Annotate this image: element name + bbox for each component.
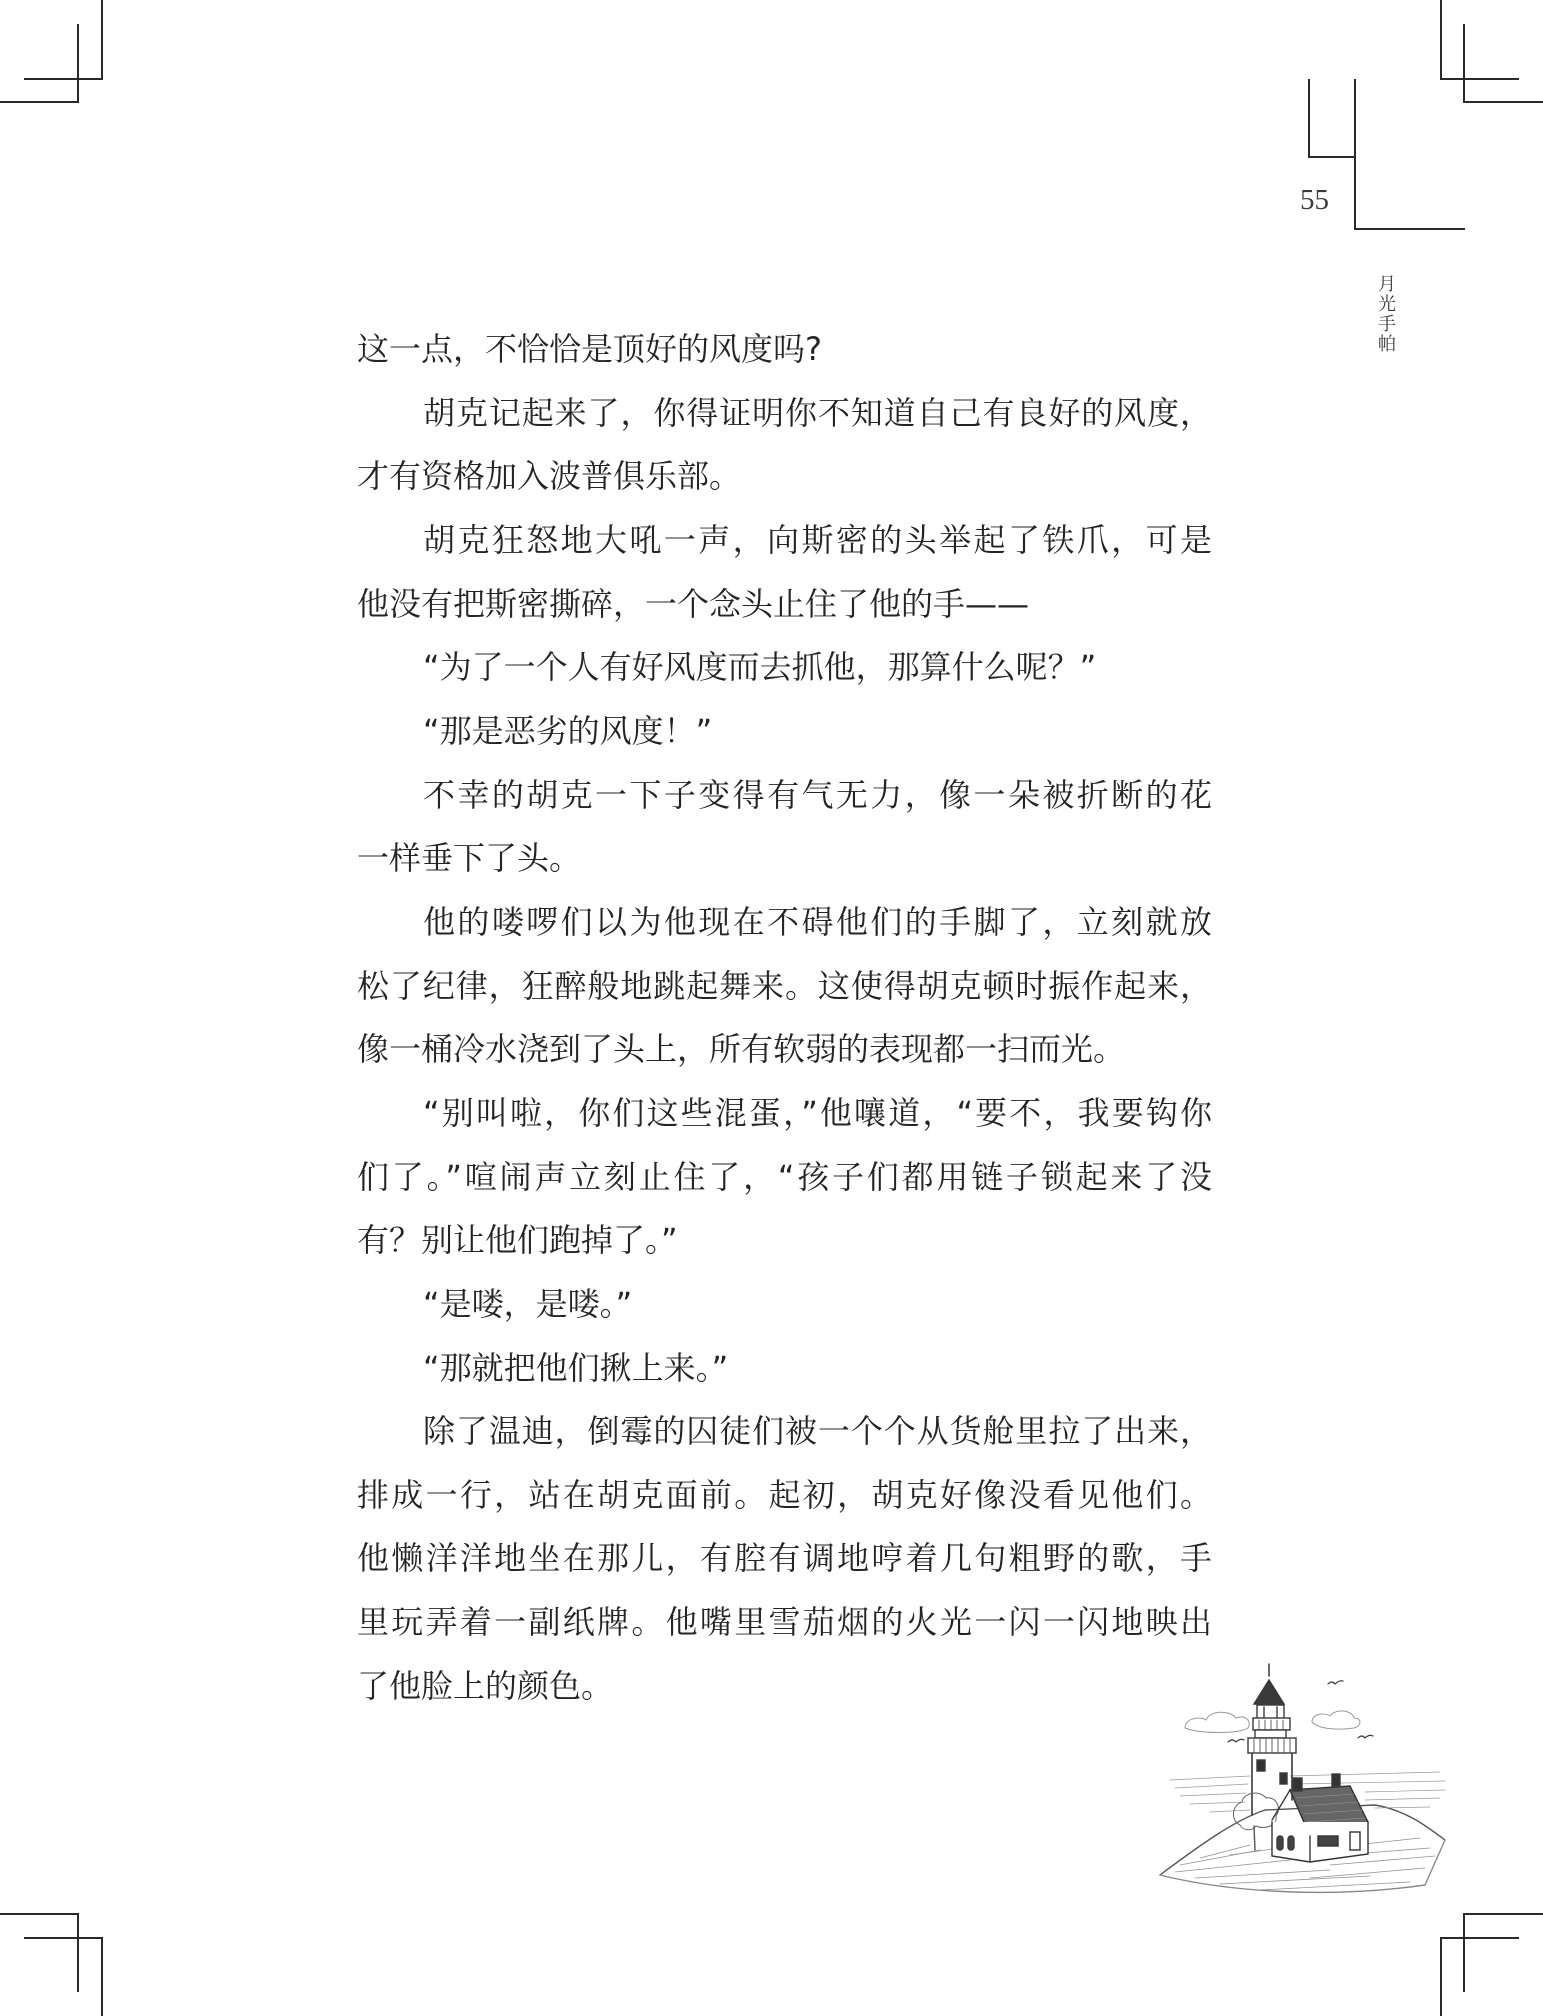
- folio-rule-right-v: [1354, 79, 1356, 230]
- text-line: “为了一个人有好风度而去抓他，那算什么呢？”: [423, 648, 1097, 687]
- folio-rule-left-h: [1308, 156, 1355, 158]
- text-line: 他的喽啰们以为他现在不碍他们的手脚了，立刻就放: [423, 902, 1212, 941]
- lighthouse-icon: [1160, 1664, 1445, 1892]
- text-line: 不幸的胡克一下子变得有气无力，像一朵被折断的花: [423, 775, 1212, 814]
- text-line: 一样垂下了头。: [357, 839, 582, 878]
- crop-mark-top-right-inner-h: [1463, 101, 1543, 103]
- crop-mark-top-right-inner-v: [1463, 24, 1465, 103]
- crop-mark-top-right-outer-h: [1440, 78, 1519, 80]
- lighthouse-illustration: [1140, 1650, 1460, 1915]
- text-line: “是喽，是喽。”: [423, 1284, 633, 1323]
- running-title: 月光手帕: [1375, 274, 1396, 354]
- crop-mark-top-left-inner-h: [0, 101, 79, 103]
- text-line: “别叫啦，你们这些混蛋，”他嚷道，“要不，我要钩你: [423, 1093, 1212, 1132]
- page-number: 55: [1300, 184, 1329, 216]
- text-line: 才有资格加入波普俱乐部。: [357, 457, 742, 496]
- text-line: 们了。”喧闹声立刻止住了，“孩子们都用链子锁起来了没: [357, 1157, 1212, 1196]
- crop-mark-bottom-right-inner-v: [1440, 1937, 1442, 2016]
- body-text: [357, 327, 1212, 1727]
- text-line: 里玩弄着一副纸牌。他嘴里雪茄烟的火光一闪一闪地映出: [357, 1603, 1212, 1642]
- text-line: “那是恶劣的风度！”: [423, 711, 713, 750]
- text-line: 胡克狂怒地大吼一声，向斯密的头举起了铁爪，可是: [423, 520, 1212, 559]
- text-line: 松了纪律，狂醉般地跳起舞来。这使得胡克顿时振作起来，: [357, 966, 1212, 1005]
- crop-mark-top-left-outer-v: [101, 0, 103, 79]
- text-line: 有？别让他们跑掉了。”: [357, 1221, 678, 1260]
- text-line: 了他脸上的颜色。: [357, 1666, 614, 1705]
- crop-mark-bottom-right-inner-h: [1440, 1937, 1519, 1939]
- text-line: 这一点，不恰恰是顶好的风度吗?: [357, 330, 822, 368]
- text-line: 除了温迪，倒霉的囚徒们被一个个从货舱里拉了出来，: [423, 1412, 1212, 1451]
- crop-mark-bottom-left-outer-v: [77, 1913, 79, 1992]
- crop-mark-bottom-right-outer-v: [1463, 1913, 1465, 1992]
- crop-mark-bottom-left-inner-v: [101, 1937, 103, 2016]
- crop-mark-bottom-left-inner-h: [24, 1937, 103, 1939]
- text-line: 他懒洋洋地坐在那儿，有腔有调地哼着几句粗野的歌，手: [357, 1539, 1212, 1578]
- crop-mark-bottom-left-outer-h: [0, 1913, 79, 1915]
- text-line: 胡克记起来了，你得证明你不知道自己有良好的风度，: [423, 393, 1212, 432]
- crop-mark-top-right-outer-v: [1440, 0, 1442, 79]
- text-line: 排成一行，站在胡克面前。起初，胡克好像没看见他们。: [357, 1475, 1212, 1514]
- crop-mark-bottom-right-outer-h: [1463, 1913, 1543, 1915]
- crop-mark-top-left-outer-h: [24, 78, 103, 80]
- folio-rule-right-h: [1354, 228, 1465, 230]
- folio-rule-left-v: [1308, 79, 1310, 158]
- crop-mark-top-left-inner-v: [77, 24, 79, 103]
- text-line: “那就把他们揪上来。”: [423, 1348, 729, 1387]
- text-line: 他没有把斯密撕碎，一个念头止住了他的手——: [357, 584, 1030, 623]
- text-line: 像一桶冷水浇到了头上，所有软弱的表现都一扫而光。: [357, 1030, 1126, 1069]
